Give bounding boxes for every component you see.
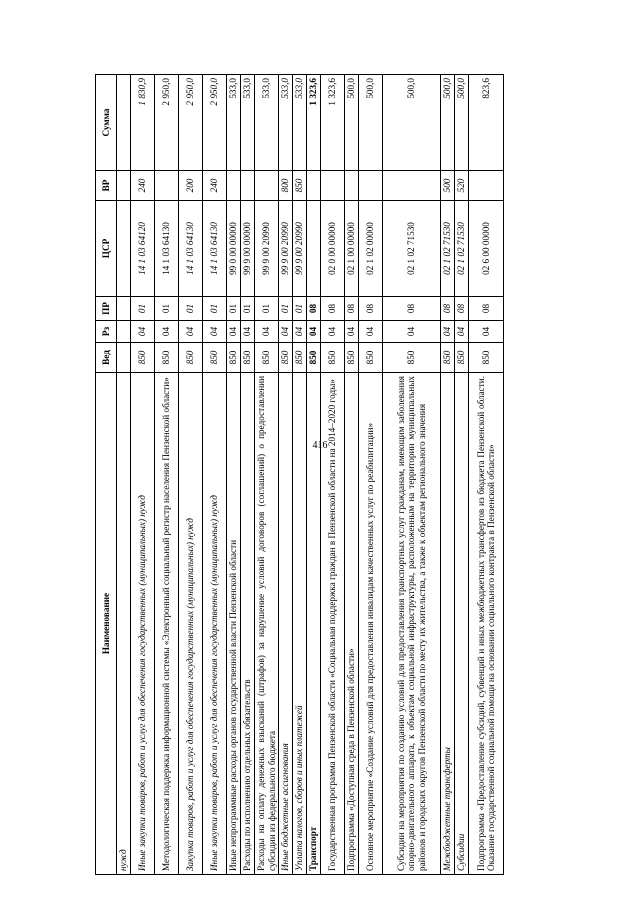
row-rz-cell: 04 <box>155 321 179 343</box>
row-csr-cell: 02 0 00 00000 <box>321 201 345 297</box>
row-csr-cell: 02 1 00 00000 <box>345 201 359 297</box>
row-name-cell: Иные бюджетные ассигнования <box>279 373 293 875</box>
row-sum-cell: 2 950,0 <box>179 75 203 171</box>
row-name-cell: Транспорт <box>307 373 321 875</box>
row-vr-cell <box>307 171 321 201</box>
row-csr-cell <box>117 201 131 297</box>
row-vr-cell: 500 <box>441 171 455 201</box>
table-row <box>255 75 279 875</box>
table-row <box>241 75 255 875</box>
row-sum-cell: 500,0 <box>359 75 383 171</box>
row-rz-cell: 04 <box>241 321 255 343</box>
row-pr-cell <box>117 297 131 321</box>
row-pr-cell: 01 <box>179 297 203 321</box>
row-vr-cell <box>359 171 383 201</box>
row-pr-cell: 08 <box>359 297 383 321</box>
row-rz-cell: 04 <box>383 321 441 343</box>
header-vr: ВР <box>96 171 117 201</box>
budget-table <box>95 74 504 875</box>
row-csr-cell: 99 9 00 20990 <box>255 201 279 297</box>
row-pr-cell: 01 <box>279 297 293 321</box>
row-ved-cell: 850 <box>155 343 179 373</box>
row-pr-cell: 01 <box>293 297 307 321</box>
row-csr-cell <box>307 201 321 297</box>
row-rz-cell: 04 <box>307 321 321 343</box>
row-ved-cell: 850 <box>469 343 504 373</box>
row-ved-cell: 850 <box>307 343 321 373</box>
row-vr-cell: 800 <box>279 171 293 201</box>
row-sum-cell: 1 323,6 <box>321 75 345 171</box>
row-sum-cell: 533,0 <box>293 75 307 171</box>
row-rz-cell: 04 <box>345 321 359 343</box>
table-body <box>117 75 504 875</box>
row-sum-cell: 823,6 <box>469 75 504 171</box>
header-sum: Сумма <box>96 75 117 171</box>
row-pr-cell: 08 <box>383 297 441 321</box>
page-number: 416 <box>312 440 328 451</box>
row-rz-cell: 04 <box>455 321 469 343</box>
row-vr-cell <box>255 171 279 201</box>
row-vr-cell: 850 <box>293 171 307 201</box>
row-sum-cell: 533,0 <box>241 75 255 171</box>
row-csr-cell: 99 9 00 20990 <box>279 201 293 297</box>
row-rz-cell: 04 <box>227 321 241 343</box>
row-pr-cell: 08 <box>441 297 455 321</box>
row-name-cell: Субсидии на мероприятия по созданию условий для предоставления транспортных услуг гражданам, имеющим заболевания опорно-двигательного аппарата, к объектам социальной инфраструктуры, расположенным на территории муниципальных районов и городских округов Пензенской области по месту их жительства, а также к объектам регионального значения <box>383 373 441 875</box>
row-name-cell: Иные закупки товаров, работ и услуг для обеспечения государственных (муниципальных) нужд <box>203 373 227 875</box>
row-csr-cell: 14 1 03 64130 <box>179 201 203 297</box>
table-row <box>307 75 321 875</box>
row-sum-cell: 1 323,6 <box>307 75 321 171</box>
header-pr: ПР <box>96 297 117 321</box>
rotated-page-content <box>95 75 575 875</box>
table-row <box>131 75 155 875</box>
row-csr-cell: 99 0 00 00000 <box>227 201 241 297</box>
row-pr-cell: 01 <box>131 297 155 321</box>
header-ved: Вед <box>96 343 117 373</box>
row-ved-cell: 850 <box>203 343 227 373</box>
row-name-cell: Основное мероприятие «Создание условий для предоставления инвалидам качественных услуг по реабилитации» <box>359 373 383 875</box>
row-ved-cell: 850 <box>383 343 441 373</box>
header-csr: ЦСР <box>96 201 117 297</box>
table-row <box>117 75 131 875</box>
row-sum-cell <box>117 75 131 171</box>
row-pr-cell: 08 <box>469 297 504 321</box>
row-rz-cell: 04 <box>321 321 345 343</box>
row-rz-cell: 04 <box>469 321 504 343</box>
row-sum-cell: 500,0 <box>383 75 441 171</box>
table-row <box>203 75 227 875</box>
row-csr-cell: 02 6 00 00000 <box>469 201 504 297</box>
row-rz-cell: 04 <box>441 321 455 343</box>
header-name: Наименование <box>96 373 117 875</box>
row-name-cell: Иные непрограммные расходы органов государственной власти Пензенской области <box>227 373 241 875</box>
row-ved-cell: 850 <box>255 343 279 373</box>
row-name-cell: Расходы по исполнению отдельных обязательств <box>241 373 255 875</box>
row-rz-cell: 04 <box>131 321 155 343</box>
row-sum-cell: 533,0 <box>279 75 293 171</box>
row-name-cell: Методологическая поддержка информационной системы «Электронный социальный регистр населения Пензенской области» <box>155 373 179 875</box>
row-rz-cell: 04 <box>293 321 307 343</box>
row-csr-cell: 14 1 03 64120 <box>131 201 155 297</box>
row-csr-cell: 14 1 03 64130 <box>155 201 179 297</box>
row-ved-cell: 850 <box>455 343 469 373</box>
row-vr-cell <box>227 171 241 201</box>
row-rz-cell: 04 <box>203 321 227 343</box>
row-pr-cell: 01 <box>155 297 179 321</box>
table-row <box>155 75 179 875</box>
row-name-cell: Расходы на оплату денежных взысканий (штрафов) за нарушение условий договоров (соглашений) о предоставлении субсидии из федерального бюджета <box>255 373 279 875</box>
row-ved-cell: 850 <box>179 343 203 373</box>
row-vr-cell <box>241 171 255 201</box>
row-vr-cell: 520 <box>455 171 469 201</box>
row-pr-cell: 01 <box>227 297 241 321</box>
table-row <box>179 75 203 875</box>
row-sum-cell: 533,0 <box>227 75 241 171</box>
row-csr-cell: 99 9 00 20990 <box>293 201 307 297</box>
row-sum-cell: 500,0 <box>345 75 359 171</box>
row-rz-cell: 04 <box>279 321 293 343</box>
row-vr-cell <box>345 171 359 201</box>
row-name-cell: Подпрограмма «Доступная среда в Пензенской области» <box>345 373 359 875</box>
row-pr-cell: 08 <box>345 297 359 321</box>
row-name-cell: Межбюджетные трансферты <box>441 373 455 875</box>
row-vr-cell <box>469 171 504 201</box>
row-csr-cell: 02 1 02 71530 <box>455 201 469 297</box>
row-name-cell: Уплата налогов, сборов и иных платежей <box>293 373 307 875</box>
row-ved-cell: 850 <box>227 343 241 373</box>
row-name-cell: Иные закупки товаров, работ и услуг для обеспечения государственных (муниципальных) нужд <box>131 373 155 875</box>
row-vr-cell <box>155 171 179 201</box>
row-ved-cell: 850 <box>293 343 307 373</box>
row-csr-cell: 02 1 02 71530 <box>383 201 441 297</box>
row-csr-cell: 02 1 02 00000 <box>359 201 383 297</box>
row-ved-cell: 850 <box>321 343 345 373</box>
table-row <box>469 75 504 875</box>
row-csr-cell: 02 1 02 71530 <box>441 201 455 297</box>
row-pr-cell: 01 <box>241 297 255 321</box>
table-row <box>359 75 383 875</box>
row-pr-cell: 08 <box>455 297 469 321</box>
row-csr-cell: 99 9 00 00000 <box>241 201 255 297</box>
row-name-cell: Государственная программа Пензенской области «Социальная поддержка граждан в Пензенской области на 2014–2020 годы» <box>321 373 345 875</box>
row-pr-cell: 08 <box>307 297 321 321</box>
row-ved-cell: 850 <box>359 343 383 373</box>
row-sum-cell: 2 950,0 <box>203 75 227 171</box>
table-header-row <box>96 75 117 875</box>
row-ved-cell: 850 <box>241 343 255 373</box>
row-name-cell: нужд <box>117 373 131 875</box>
row-rz-cell <box>117 321 131 343</box>
table-row <box>383 75 441 875</box>
row-ved-cell: 850 <box>131 343 155 373</box>
row-vr-cell <box>321 171 345 201</box>
row-sum-cell: 533,0 <box>255 75 279 171</box>
row-rz-cell: 04 <box>179 321 203 343</box>
row-pr-cell: 01 <box>255 297 279 321</box>
row-ved-cell: 850 <box>345 343 359 373</box>
row-ved-cell: 850 <box>441 343 455 373</box>
table-row <box>227 75 241 875</box>
row-name-cell: Субсидии <box>455 373 469 875</box>
row-vr-cell: 240 <box>203 171 227 201</box>
table-row <box>455 75 469 875</box>
table-row <box>345 75 359 875</box>
row-vr-cell <box>383 171 441 201</box>
row-name-cell: Закупка товаров, работ и услуг для обеспечения государственных (муниципальных) нужд <box>179 373 203 875</box>
row-name-cell: Подпрограмма «Предоставление субсидий, субвенций и иных межбюджетных трансфертов из бюджета Пензенской области. Оказание государственной социальной помощи на основании социального контракта в Пензенской области» <box>469 373 504 875</box>
header-rz: Рз <box>96 321 117 343</box>
table-row <box>441 75 455 875</box>
row-sum-cell: 500,0 <box>455 75 469 171</box>
row-vr-cell <box>117 171 131 201</box>
row-pr-cell: 01 <box>203 297 227 321</box>
table-row <box>293 75 307 875</box>
row-sum-cell: 1 830,9 <box>131 75 155 171</box>
row-csr-cell: 14 1 03 64130 <box>203 201 227 297</box>
table-row <box>279 75 293 875</box>
row-sum-cell: 2 950,0 <box>155 75 179 171</box>
row-sum-cell: 500,0 <box>441 75 455 171</box>
row-ved-cell: 850 <box>279 343 293 373</box>
row-pr-cell: 08 <box>321 297 345 321</box>
table-row <box>321 75 345 875</box>
row-rz-cell: 04 <box>255 321 279 343</box>
row-ved-cell <box>117 343 131 373</box>
row-rz-cell: 04 <box>359 321 383 343</box>
row-vr-cell: 240 <box>131 171 155 201</box>
row-vr-cell: 200 <box>179 171 203 201</box>
